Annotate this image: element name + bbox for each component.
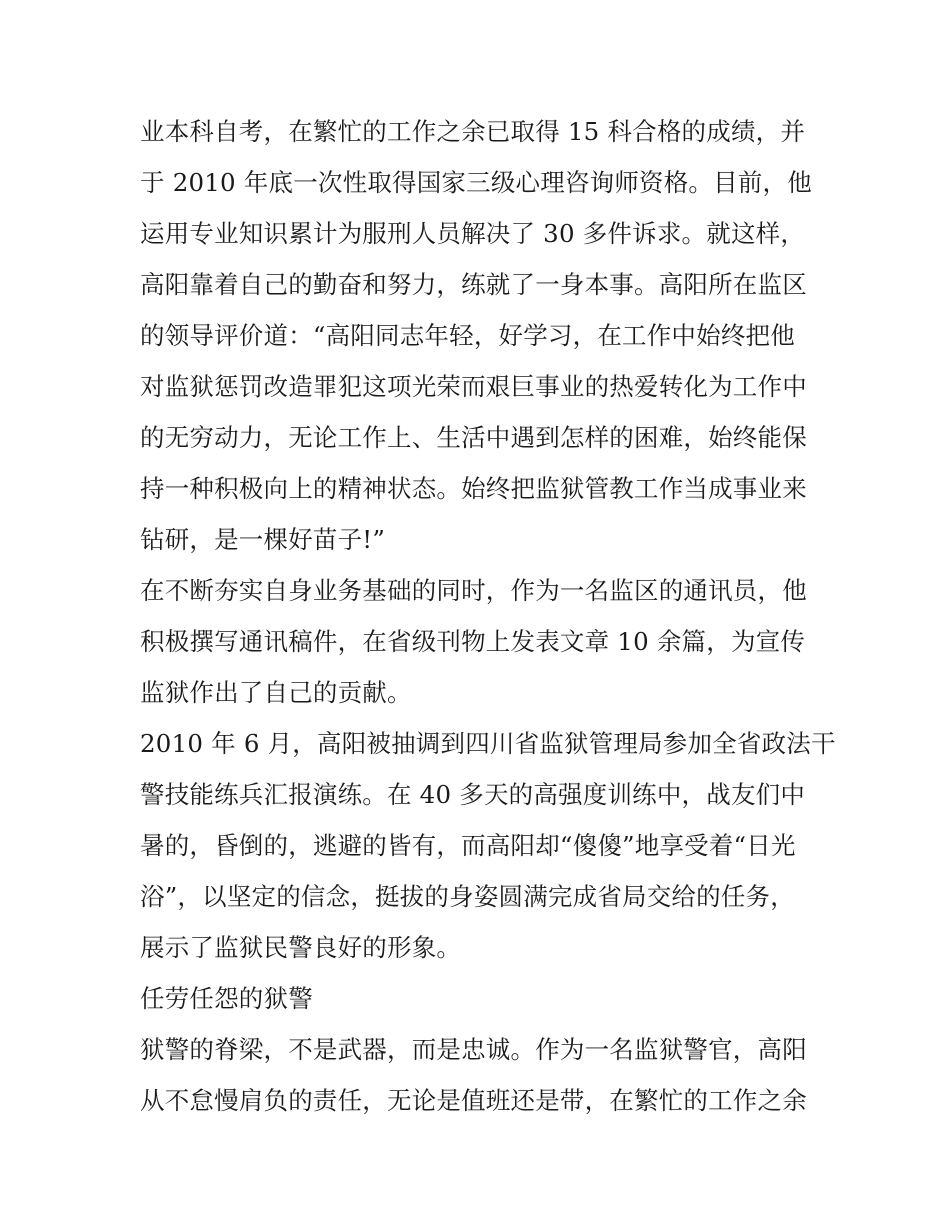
document-body: [140, 106, 836, 1126]
text-line: 警技能练兵汇报演练。在 40 多天的高强度训练中，战友们中: [140, 780, 806, 809]
text-line: 对监狱惩罚改造罪犯这项光荣而艰巨事业的热爱转化为工作中: [140, 372, 807, 401]
text-line: 从不怠慢肩负的责任，无论是值班还是带，在繁忙的工作之余: [140, 1086, 807, 1115]
text-line: 的无穷动力，无论工作上、生活中遇到怎样的困难，始终能保: [140, 423, 807, 452]
text-line: 2010 年 6 月，高阳被抽调到四川省监狱管理局参加全省政法干: [140, 729, 836, 758]
text-line: 运用专业知识累计为服刑人员解决了 30 多件诉求。就这样，: [140, 219, 806, 248]
text-line: 高阳靠着自己的勤奋和努力，练就了一身本事。高阳所在监区: [140, 270, 807, 299]
text-line: 在不断夯实自身业务基础的同时，作为一名监区的通讯员，他: [140, 576, 807, 605]
text-line: 业本科自考，在繁忙的工作之余已取得 15 科合格的成绩，并: [140, 117, 806, 146]
text-line: 钻研，是一棵好苗子!”: [140, 525, 386, 554]
text-line: 暑的，昏倒的，逃避的皆有，而高阳却“傻傻”地享受着“日光: [140, 831, 796, 860]
text-line: 狱警的脊梁，不是武器，而是忠诚。作为一名监狱警官，高阳: [140, 1035, 807, 1064]
section-heading: 任劳任怨的狱警: [140, 984, 313, 1013]
text-line: 展示了监狱民警良好的形象。: [140, 933, 462, 962]
text-line: 的领导评价道：“高阳同志年轻，好学习，在工作中始终把他: [140, 321, 795, 350]
text-line: 浴”，以坚定的信念，挺拔的身姿圆满完成省局交给的任务，: [140, 882, 795, 911]
text-line: 监狱作出了自己的贡献。: [140, 678, 412, 707]
text-line: 积极撰写通讯稿件，在省级刊物上发表文章 10 余篇，为宣传: [140, 627, 806, 656]
text-line: 持一种积极向上的精神状态。始终把监狱管教工作当成事业来: [140, 474, 807, 503]
text-line: 于 2010 年底一次性取得国家三级心理咨询师资格。目前，他: [140, 168, 812, 197]
